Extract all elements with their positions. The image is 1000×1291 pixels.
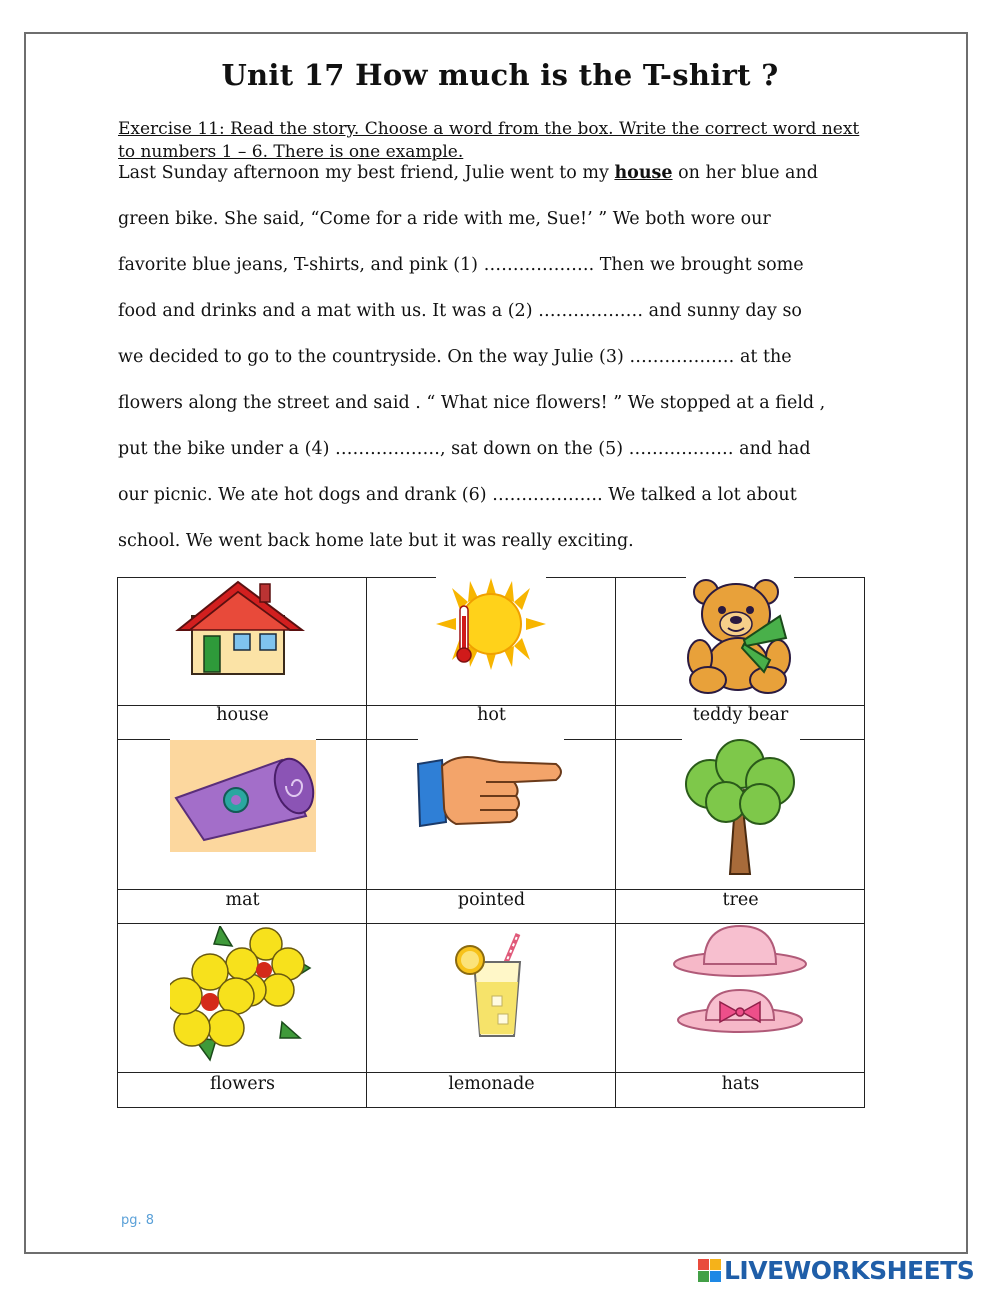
story-line-8: our picnic. We ate hot dogs and drank (6) ………………. We talked a lot about [118,485,797,505]
word-label-flowers: flowers [210,1074,275,1094]
pointing-hand-icon [416,746,566,830]
word-label-house: house [216,705,269,725]
word-label-lemonade: lemonade [448,1074,535,1094]
grid-divider [366,578,367,1107]
story-line-9: school. We went back home late but it was really exciting. [118,531,634,551]
border-gap [418,738,564,741]
story-line-6: flowers along the street and said . “ What nice flowers! ” We stopped at a field , [118,393,826,413]
story-line-5: we decided to go to the countryside. On the way Julie (3) ……………… at the [118,347,792,367]
page-title: Unit 17 How much is the T-shirt ? [221,58,779,92]
mat-icon [170,740,316,852]
story-line-3: favorite blue jeans, T-shirts, and pink (1) ………………. Then we brought some [118,255,804,275]
word-label-mat: mat [225,890,260,910]
logo-mark-icon [698,1259,721,1282]
word-label-hot: hot [477,705,506,725]
word-label-teddy-bear: teddy bear [692,705,789,725]
flowers-icon [170,926,312,1062]
hats-icon [672,924,810,1036]
lemonade-icon [452,932,528,1042]
teddy-bear-icon [684,576,794,694]
story-text: Last Sunday afternoon my best friend, Julie went to my [118,163,615,183]
page-number: pg. 8 [121,1213,155,1228]
story-text: on her blue and [672,163,818,183]
word-label-tree: tree [722,890,759,910]
liveworksheets-logo [698,1255,974,1285]
brand-name: LIVEWORKSHEETS [724,1255,975,1285]
word-label-hats: hats [721,1074,760,1094]
grid-divider [615,578,616,1107]
sun-icon [436,578,546,670]
story-line-2: green bike. She said, “Come for a ride with me, Sue!’ ” We both wore our [118,209,771,229]
story-line-7: put the bike under a (4) ………………, sat down on the (5) ……………… and had [118,439,811,459]
exercise-instructions: Exercise 11: Read the story. Choose a word from the box. Write the correct word next to numbers 1 – 6. There is one example. [118,119,860,162]
story-line-4: food and drinks and a mat with us. It was a (2) ……………… and sunny day so [118,301,802,321]
story-line-1 [118,163,818,183]
word-label-pointed: pointed [457,890,526,910]
example-answer: house [614,163,673,183]
tree-icon [678,738,802,878]
grid-divider [118,1072,864,1073]
house-icon [172,578,308,678]
